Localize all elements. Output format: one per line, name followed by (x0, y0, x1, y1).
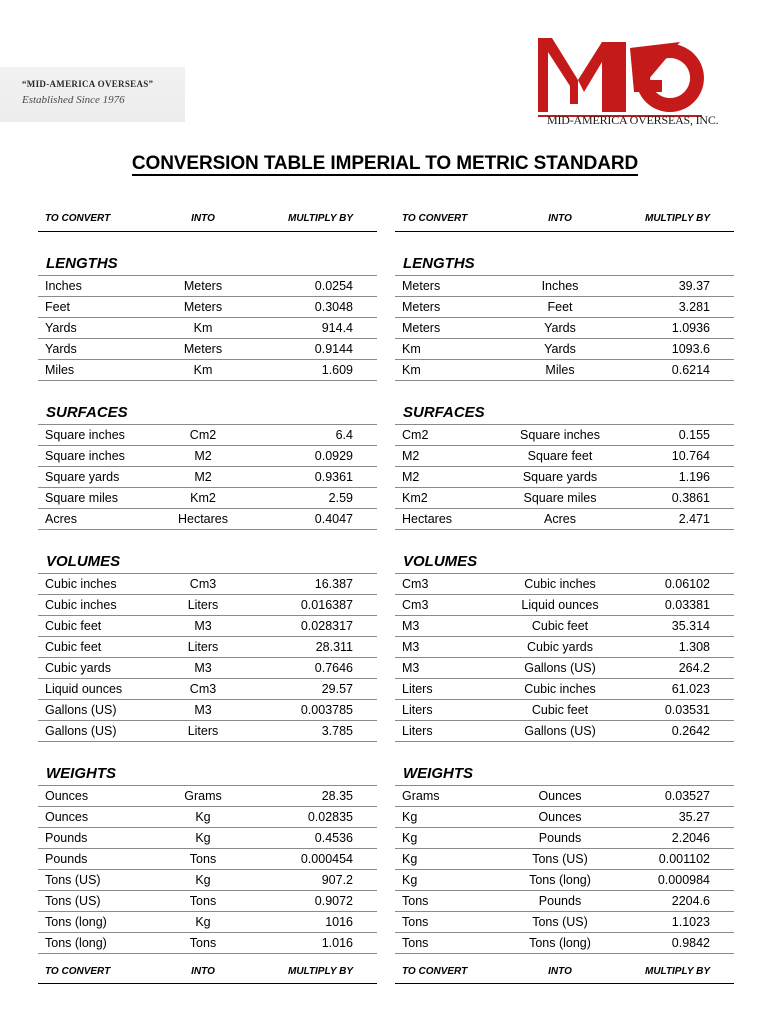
table-row (395, 360, 734, 381)
cell-multiply-by: 16.387 (314, 577, 353, 591)
cell-to-convert: Cubic feet (45, 640, 102, 654)
column-header (395, 211, 734, 232)
table-row (395, 637, 734, 658)
cell-multiply-by: 0.9842 (671, 936, 710, 950)
cell-multiply-by: 0.4047 (314, 512, 353, 526)
header-to-convert: TO CONVERT (45, 966, 111, 977)
cell-multiply-by: 1.016 (321, 936, 353, 950)
cell-to-convert: M3 (402, 661, 420, 675)
table-row (395, 721, 734, 742)
section-title: WEIGHTS (403, 765, 473, 782)
cell-to-convert: Tons (long) (45, 936, 107, 950)
column-footer (38, 962, 377, 984)
table-row (38, 574, 377, 595)
cell-multiply-by: 10.764 (671, 449, 710, 463)
header-multiply-by: MULTIPLY BY (288, 213, 353, 224)
table-row (38, 297, 377, 318)
cell-into: Kg (195, 873, 211, 887)
cell-multiply-by: 0.0254 (314, 279, 353, 293)
cell-multiply-by: 39.37 (678, 279, 710, 293)
cell-to-convert: Grams (402, 789, 440, 803)
table-row (38, 488, 377, 509)
cell-to-convert: Tons (long) (45, 915, 107, 929)
section-heading (38, 764, 377, 786)
cell-multiply-by: 907.2 (321, 873, 353, 887)
table-row (38, 679, 377, 700)
cell-multiply-by: 1.0936 (671, 321, 710, 335)
table-row (38, 446, 377, 467)
cell-to-convert: Km (402, 363, 421, 377)
cell-into: M2 (194, 470, 212, 484)
cell-to-convert: M3 (402, 619, 420, 633)
header-into: INTO (191, 966, 215, 977)
cell-multiply-by: 1093.6 (671, 342, 710, 356)
cell-multiply-by: 0.2642 (671, 724, 710, 738)
table-row (38, 786, 377, 807)
table-row (395, 933, 734, 954)
cell-into: Cm2 (189, 428, 217, 442)
cell-into: Meters (183, 342, 223, 356)
section-title: LENGTHS (403, 255, 475, 272)
cell-to-convert: Meters (402, 279, 441, 293)
table-row (395, 318, 734, 339)
cell-to-convert: Meters (402, 300, 441, 314)
cell-multiply-by: 35.27 (678, 810, 710, 824)
section-title: SURFACES (403, 404, 485, 421)
cell-into: Meters (183, 300, 223, 314)
section-title: SURFACES (46, 404, 128, 421)
section-title: VOLUMES (46, 553, 121, 570)
cell-into: Cm3 (189, 682, 217, 696)
cell-into: Km (193, 363, 213, 377)
cell-multiply-by: 0.3861 (671, 491, 710, 505)
table-row (38, 828, 377, 849)
cell-to-convert: Tons (US) (45, 873, 101, 887)
cell-multiply-by: 2.2046 (671, 831, 710, 845)
cell-into: Square miles (523, 491, 597, 505)
cell-multiply-by: 29.57 (321, 682, 353, 696)
cell-to-convert: Pounds (45, 831, 88, 845)
header-into: INTO (548, 213, 572, 224)
cell-into: Cm3 (189, 577, 217, 591)
cell-into: Pounds (538, 894, 582, 908)
cell-to-convert: Tons (402, 915, 429, 929)
cell-multiply-by: 0.9361 (314, 470, 353, 484)
section-title: LENGTHS (46, 255, 118, 272)
cell-to-convert: Kg (402, 810, 418, 824)
imperial-to-metric-column (38, 211, 377, 984)
section-heading (38, 254, 377, 276)
table-row (395, 574, 734, 595)
cell-into: Square inches (520, 428, 600, 442)
cell-multiply-by: 0.155 (678, 428, 710, 442)
cell-to-convert: Gallons (US) (45, 724, 117, 738)
cell-multiply-by: 61.023 (671, 682, 710, 696)
cell-to-convert: Square inches (45, 428, 125, 442)
cell-to-convert: Km2 (402, 491, 428, 505)
cell-multiply-by: 0.03531 (664, 703, 710, 717)
cell-into: Cubic feet (531, 619, 589, 633)
cell-multiply-by: 1.196 (678, 470, 710, 484)
cell-into: Hectares (177, 512, 229, 526)
cell-into: Square yards (522, 470, 598, 484)
table-row (395, 425, 734, 446)
cell-to-convert: M2 (402, 449, 420, 463)
badge-established: Established Since 1976 (22, 94, 125, 106)
cell-multiply-by: 914.4 (321, 321, 353, 335)
cell-to-convert: Yards (45, 342, 77, 356)
table-row (395, 616, 734, 637)
table-row (38, 360, 377, 381)
cell-to-convert: Ounces (45, 789, 89, 803)
table-row (395, 276, 734, 297)
cell-to-convert: Ounces (45, 810, 89, 824)
cell-to-convert: Liquid ounces (45, 682, 123, 696)
cell-into: Grams (184, 789, 222, 803)
cell-into: Tons (long) (529, 936, 591, 950)
cell-to-convert: Miles (45, 363, 75, 377)
cell-to-convert: Inches (45, 279, 82, 293)
cell-multiply-by: 0.02835 (307, 810, 353, 824)
cell-multiply-by: 0.03381 (664, 598, 710, 612)
section-heading (395, 552, 734, 574)
cell-to-convert: Tons (402, 936, 429, 950)
metric-to-imperial-column (395, 211, 734, 984)
cell-to-convert: Kg (402, 852, 418, 866)
cell-multiply-by: 264.2 (678, 661, 710, 675)
cell-into: Tons (189, 936, 217, 950)
table-row (395, 807, 734, 828)
table-row (38, 658, 377, 679)
cell-multiply-by: 0.001102 (658, 852, 710, 866)
table-row (395, 509, 734, 530)
section-heading (395, 403, 734, 425)
cell-into: Liters (187, 598, 219, 612)
cell-multiply-by: 0.3048 (314, 300, 353, 314)
cell-multiply-by: 35.314 (671, 619, 710, 633)
cell-to-convert: Gallons (US) (45, 703, 117, 717)
table-row (395, 488, 734, 509)
cell-to-convert: Yards (45, 321, 77, 335)
table-row (395, 467, 734, 488)
table-row (395, 595, 734, 616)
cell-multiply-by: 0.9072 (314, 894, 353, 908)
cell-multiply-by: 6.4 (335, 428, 353, 442)
table-row (38, 891, 377, 912)
cell-multiply-by: 0.4536 (314, 831, 353, 845)
header-to-convert: TO CONVERT (402, 966, 468, 977)
cell-into: Kg (195, 831, 211, 845)
cell-into: Liters (187, 724, 219, 738)
table-row (38, 807, 377, 828)
table-row (395, 870, 734, 891)
cell-into: Cubic yards (527, 640, 593, 654)
cell-to-convert: Tons (402, 894, 429, 908)
cell-to-convert: Square inches (45, 449, 125, 463)
cell-into: Tons (189, 852, 217, 866)
cell-into: Gallons (US) (524, 661, 596, 675)
cell-multiply-by: 2204.6 (671, 894, 710, 908)
column-header (38, 211, 377, 232)
cell-into: Inches (541, 279, 579, 293)
table-row (395, 658, 734, 679)
table-row (38, 318, 377, 339)
cell-into: Feet (547, 300, 573, 314)
cell-to-convert: Cubic inches (45, 598, 117, 612)
cell-to-convert: Liters (402, 682, 433, 696)
cell-to-convert: Square miles (45, 491, 118, 505)
table-row (38, 616, 377, 637)
cell-multiply-by: 0.016387 (300, 598, 353, 612)
cell-multiply-by: 0.6214 (671, 363, 710, 377)
cell-multiply-by: 1.308 (678, 640, 710, 654)
cell-multiply-by: 2.471 (678, 512, 710, 526)
cell-multiply-by: 1.609 (321, 363, 353, 377)
cell-into: Cubic feet (531, 703, 589, 717)
cell-to-convert: Meters (402, 321, 441, 335)
header-multiply-by: MULTIPLY BY (645, 966, 710, 977)
cell-multiply-by: 1016 (325, 915, 353, 929)
cell-into: Meters (183, 279, 223, 293)
table-row (38, 637, 377, 658)
cell-into: Cubic inches (524, 682, 596, 696)
page-title: CONVERSION TABLE IMPERIAL TO METRIC STANDARD (131, 153, 639, 174)
cell-to-convert: Tons (US) (45, 894, 101, 908)
cell-multiply-by: 0.0929 (314, 449, 353, 463)
header-to-convert: TO CONVERT (402, 213, 468, 224)
column-footer (395, 962, 734, 984)
table-row (395, 339, 734, 360)
cell-to-convert: Cubic feet (45, 619, 102, 633)
table-row (395, 849, 734, 870)
cell-into: Km (193, 321, 213, 335)
cell-multiply-by: 28.35 (321, 789, 353, 803)
header-multiply-by: MULTIPLY BY (288, 966, 353, 977)
cell-into: Cubic inches (524, 577, 596, 591)
cell-multiply-by: 3.281 (678, 300, 710, 314)
cell-into: Tons (189, 894, 217, 908)
cell-to-convert: Acres (45, 512, 77, 526)
cell-to-convert: Km (402, 342, 421, 356)
table-row (38, 595, 377, 616)
cell-multiply-by: 0.000984 (657, 873, 710, 887)
header-multiply-by: MULTIPLY BY (645, 213, 710, 224)
cell-to-convert: Kg (402, 831, 418, 845)
cell-into: Tons (US) (532, 852, 588, 866)
table-row (395, 912, 734, 933)
cell-to-convert: Cubic yards (45, 661, 111, 675)
cell-to-convert: Pounds (45, 852, 88, 866)
company-badge (0, 67, 185, 122)
cell-into: M3 (194, 661, 212, 675)
cell-into: Liquid ounces (521, 598, 599, 612)
cell-multiply-by: 0.7646 (314, 661, 353, 675)
cell-into: Tons (long) (529, 873, 591, 887)
cell-into: Kg (195, 915, 211, 929)
table-row (38, 276, 377, 297)
cell-multiply-by: 0.06102 (664, 577, 710, 591)
cell-multiply-by: 0.028317 (300, 619, 353, 633)
cell-into: Pounds (538, 831, 582, 845)
cell-to-convert: Cm3 (402, 598, 429, 612)
cell-into: Yards (544, 321, 576, 335)
table-row (395, 679, 734, 700)
cell-multiply-by: 3.785 (321, 724, 353, 738)
badge-company-name: “MID-AMERICA OVERSEAS” (22, 79, 154, 89)
cell-into: Miles (545, 363, 575, 377)
cell-multiply-by: 1.1023 (671, 915, 710, 929)
table-row (395, 446, 734, 467)
table-row (38, 933, 377, 954)
cell-into: Liters (187, 640, 219, 654)
section-title: WEIGHTS (46, 765, 116, 782)
cell-to-convert: Cm2 (402, 428, 429, 442)
cell-into: Tons (US) (532, 915, 588, 929)
header-to-convert: TO CONVERT (45, 213, 111, 224)
cell-to-convert: Cm3 (402, 577, 429, 591)
section-heading (38, 552, 377, 574)
cell-into: Gallons (US) (524, 724, 596, 738)
table-row (38, 721, 377, 742)
section-title: VOLUMES (403, 553, 478, 570)
table-row (38, 509, 377, 530)
table-row (395, 786, 734, 807)
cell-to-convert: Hectares (402, 512, 453, 526)
header-into: INTO (191, 213, 215, 224)
table-row (38, 700, 377, 721)
table-row (395, 700, 734, 721)
cell-multiply-by: 0.003785 (300, 703, 353, 717)
cell-multiply-by: 2.59 (328, 491, 353, 505)
section-heading (395, 764, 734, 786)
cell-into: M2 (194, 449, 212, 463)
cell-to-convert: M3 (402, 640, 420, 654)
cell-into: Kg (195, 810, 211, 824)
table-row (38, 339, 377, 360)
cell-into: Km2 (190, 491, 216, 505)
cell-into: Square feet (527, 449, 593, 463)
section-heading (395, 254, 734, 276)
section-heading (38, 403, 377, 425)
cell-into: M3 (194, 703, 212, 717)
table-row (38, 912, 377, 933)
logo-caption: MID-AMERICA OVERSEAS, INC. (547, 113, 719, 127)
cell-to-convert: M2 (402, 470, 420, 484)
cell-to-convert: Feet (45, 300, 71, 314)
table-row (38, 425, 377, 446)
table-row (38, 870, 377, 891)
cell-to-convert: Kg (402, 873, 418, 887)
cell-multiply-by: 0.03527 (664, 789, 710, 803)
cell-into: M3 (194, 619, 212, 633)
cell-into: Ounces (538, 789, 582, 803)
table-row (395, 891, 734, 912)
table-row (395, 828, 734, 849)
cell-multiply-by: 28.311 (315, 640, 353, 654)
table-row (38, 467, 377, 488)
table-row (395, 297, 734, 318)
cell-into: Ounces (538, 810, 582, 824)
cell-into: Acres (544, 512, 576, 526)
cell-to-convert: Square yards (45, 470, 120, 484)
table-row (38, 849, 377, 870)
cell-into: Yards (544, 342, 576, 356)
cell-to-convert: Cubic inches (45, 577, 117, 591)
cell-multiply-by: 0.000454 (300, 852, 353, 866)
cell-multiply-by: 0.9144 (314, 342, 353, 356)
header-into: INTO (548, 966, 572, 977)
cell-to-convert: Liters (402, 724, 433, 738)
cell-to-convert: Liters (402, 703, 433, 717)
